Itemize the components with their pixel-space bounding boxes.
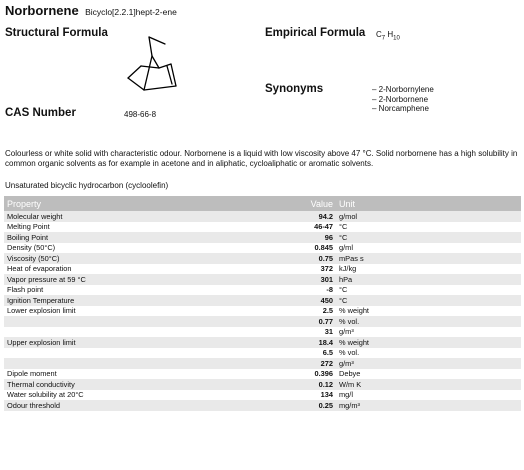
synonyms-heading: Synonyms <box>265 83 324 95</box>
value-cell: 18.4 <box>286 337 336 348</box>
table-row <box>4 358 521 369</box>
unit-cell: mg/m³ <box>336 400 521 411</box>
table-row <box>4 285 521 296</box>
unit-cell: °C <box>336 295 521 306</box>
table-row <box>4 211 521 222</box>
empirical-formula-heading: Empirical Formula <box>265 27 366 39</box>
prop-cell: Ignition Temperature <box>4 295 286 306</box>
unit-cell: hPa <box>336 274 521 285</box>
synonyms-list <box>372 85 434 114</box>
table-row <box>4 337 521 348</box>
value-cell: 301 <box>286 274 336 285</box>
prop-cell: Upper explosion limit <box>4 337 286 348</box>
column-header-property: Property <box>4 196 286 211</box>
prop-cell: Water solubility at 20°C <box>4 390 286 401</box>
prop-cell: Molecular weight <box>4 211 286 222</box>
empirical-formula-value <box>376 30 400 42</box>
synonym-item: – 2-Norbornylene <box>372 85 434 94</box>
value-cell: 0.77 <box>286 316 336 327</box>
unit-cell: mg/l <box>336 390 521 401</box>
properties-table <box>4 196 521 411</box>
table-row <box>4 400 521 411</box>
prop-cell: Heat of evaporation <box>4 264 286 275</box>
norbornene-structure-image <box>118 34 190 94</box>
value-cell: 0.396 <box>286 369 336 380</box>
value-cell: 372 <box>286 264 336 275</box>
unit-cell: g/m³ <box>336 358 521 369</box>
description-paragraph: Colourless or white solid with characteristic odour. Norbornene is a liquid with low viscosity above 47 °C. Solid norbornene has a high solubility in common organic solvents as for example in acetone and in aliphatic, cycloaliphatic or aromatic solvents. <box>5 149 518 168</box>
column-header-unit: Unit <box>336 196 521 211</box>
table-row <box>4 232 521 243</box>
value-cell: 134 <box>286 390 336 401</box>
table-row <box>4 264 521 275</box>
prop-cell: Thermal conductivity <box>4 379 286 390</box>
unit-cell: % weight <box>336 306 521 317</box>
unit-cell: g/ml <box>336 243 521 254</box>
unit-cell: % vol. <box>336 316 521 327</box>
table-row <box>4 369 521 380</box>
value-cell: 272 <box>286 358 336 369</box>
unit-cell: W/m K <box>336 379 521 390</box>
prop-cell: Melting Point <box>4 222 286 233</box>
unit-cell: °C <box>336 222 521 233</box>
unit-cell: Debye <box>336 369 521 380</box>
unit-cell: g/mol <box>336 211 521 222</box>
table-row <box>4 253 521 264</box>
prop-cell: Vapor pressure at 59 °C <box>4 274 286 285</box>
table-row <box>4 295 521 306</box>
prop-cell: Density (50°C) <box>4 243 286 254</box>
classification-text: Unsaturated bicyclic hydrocarbon (cycloolefin) <box>5 181 169 190</box>
table-row <box>4 348 521 359</box>
formula-carbon: C <box>376 30 382 39</box>
table-header-row <box>4 196 521 211</box>
unit-cell: °C <box>336 232 521 243</box>
table-row <box>4 306 521 317</box>
unit-cell: °C <box>336 285 521 296</box>
value-cell: 94.2 <box>286 211 336 222</box>
prop-cell <box>4 327 286 338</box>
unit-cell: g/m³ <box>336 327 521 338</box>
unit-cell: kJ/kg <box>336 264 521 275</box>
cas-number-heading: CAS Number <box>5 107 76 119</box>
table-row <box>4 274 521 285</box>
cas-number-value: 498-66-8 <box>124 110 157 119</box>
value-cell: 0.12 <box>286 379 336 390</box>
value-cell: 0.25 <box>286 400 336 411</box>
iupac-name: Bicyclo[2.2.1]hept-2-ene <box>85 7 177 17</box>
prop-cell <box>4 358 286 369</box>
value-cell: 6.5 <box>286 348 336 359</box>
prop-cell: Flash point <box>4 285 286 296</box>
formula-hydrogen: H <box>385 30 394 39</box>
value-cell: -8 <box>286 285 336 296</box>
value-cell: 0.75 <box>286 253 336 264</box>
value-cell: 46-47 <box>286 222 336 233</box>
prop-cell <box>4 316 286 327</box>
prop-cell <box>4 348 286 359</box>
prop-cell: Lower explosion limit <box>4 306 286 317</box>
value-cell: 31 <box>286 327 336 338</box>
prop-cell: Odour threshold <box>4 400 286 411</box>
unit-cell: mPas s <box>336 253 521 264</box>
column-header-value: Value <box>286 196 336 211</box>
table-row <box>4 243 521 254</box>
prop-cell: Dipole moment <box>4 369 286 380</box>
structural-formula-heading: Structural Formula <box>5 27 108 39</box>
table-row <box>4 316 521 327</box>
formula-carbon-count: 7 <box>381 35 386 42</box>
prop-cell: Boiling Point <box>4 232 286 243</box>
synonym-item: – Norcamphene <box>372 104 429 113</box>
compound-name: Norbornene <box>5 3 79 18</box>
table-row <box>4 327 521 338</box>
document-title <box>5 2 177 20</box>
formula-hydrogen-count: 10 <box>393 35 400 42</box>
value-cell: 96 <box>286 232 336 243</box>
table-row <box>4 222 521 233</box>
value-cell: 450 <box>286 295 336 306</box>
synonym-item: – 2-Norbornene <box>372 94 429 104</box>
value-cell: 2.5 <box>286 306 336 317</box>
value-cell: 0.845 <box>286 243 336 254</box>
unit-cell: % weight <box>336 337 521 348</box>
table-row <box>4 379 521 390</box>
unit-cell: % vol. <box>336 348 521 359</box>
table-row <box>4 390 521 401</box>
prop-cell: Viscosity (50°C) <box>4 253 286 264</box>
